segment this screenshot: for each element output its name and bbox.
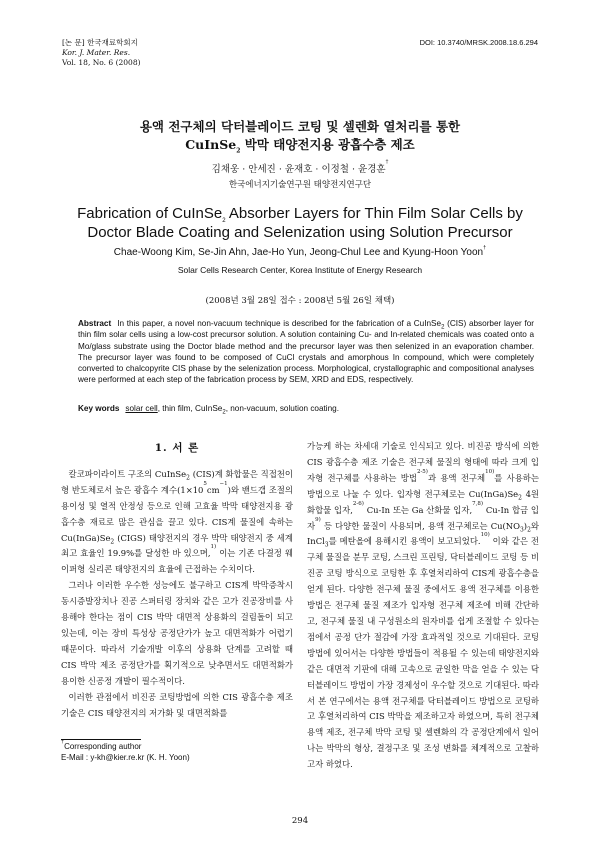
text: 등 다양한 물질이 사용되며, 용액 전구체로는 Cu(NO <box>320 520 520 531</box>
citation: 2-6) <box>352 500 364 507</box>
korean-title-line2 <box>60 136 540 154</box>
right-column <box>307 439 539 773</box>
journal-header <box>62 38 141 68</box>
keywords <box>78 404 534 416</box>
text: 를 사용하는 방법으로 나눌 수 있다. 입자형 전구체로는 Cu(InGa)Se <box>307 472 539 499</box>
text: (CIGS) 태양전지의 경우 박막 태양전지 중 세계 최고 효율인 19.9%를 달성한 바 있으며, <box>61 532 293 559</box>
corresponding-mark: † <box>385 159 389 165</box>
subscript: 2 <box>186 474 190 482</box>
keywords-subscript: 2 <box>222 409 226 416</box>
footnote-email[interactable]: E-Mail : y-kh@kier.re.kr (K. H. Yoon) <box>61 753 190 762</box>
intro-paragraph-2: 그러나 이러한 우수한 성능에도 불구하고 CIS계 박막증착시 동시증발장치나 진공 스퍼터링 장치와 같은 고가 진공장비를 사용해야 한다는 점이 CIS 박막 대면적 상용화의 걸림돌이 되고 있는데, 이는 장비 특성상 공정단가가 높고 대면적화가 어렵기 때문이다. 따라서 기술개발 이후의 상용화 단계를 고려할 때 CIS 박막 제조 공정단가를 획기적으로 낮추면서도 대면적화가 용이한 신공정 개발이 필수적이다. <box>61 580 293 686</box>
english-title <box>55 204 545 242</box>
korean-title <box>60 118 540 154</box>
english-title-line2: Doctor Blade Coating and Selenization using Solution Precursor <box>87 224 513 241</box>
text: Cu-In 합금 입자 <box>307 504 540 531</box>
journal-name-korean: [논 문] 한국재료학회지 <box>62 38 138 47</box>
journal-name-english: Kor. J. Mater. Res. <box>62 48 131 57</box>
superscript: 5 <box>203 480 207 487</box>
abstract-text-1: In this paper, a novel non-vacuum technique is described for the fabrication of a CuInSe <box>117 319 442 328</box>
keywords-label: Key words <box>78 404 120 413</box>
left-column <box>61 441 293 721</box>
english-title-subscript: 2 <box>222 218 226 224</box>
text: 과 용액 전구체 <box>427 472 486 483</box>
subscript: 2 <box>527 526 531 534</box>
corresponding-mark: † <box>483 245 487 251</box>
text: 칼코파이라이트 구조의 CuInSe <box>68 468 187 479</box>
english-title-end: Absorber Layers for Thin Film Solar Cells by <box>225 205 523 222</box>
intro-paragraph-3: 이러한 관점에서 비진공 코팅방법에 의한 CIS 광흡수층 제조 기술은 CIS 태양전지의 저가화 및 대면적화를 <box>61 691 293 718</box>
intro-paragraph-3-continued <box>307 439 539 773</box>
text: 이는 기존 다결정 웨이퍼형 실리콘 태양전지의 효율에 근접하는 수치이다. <box>61 548 293 575</box>
subscript: 3 <box>519 526 524 534</box>
english-title-start: Fabrication of CuInSe <box>77 205 223 222</box>
english-authors <box>55 247 545 258</box>
korean-author-list: 김채웅 · 안세진 · 윤재호 · 이정철 · 윤경훈 <box>211 164 386 175</box>
korean-title-line1: 용액 전구체의 닥터블레이드 코팅 및 셀렌화 열처리를 통한 <box>139 119 461 134</box>
citation: 9) <box>315 516 321 523</box>
received-dates: (2008년 3월 28일 접수 : 2008년 5월 26일 채택) <box>205 296 395 306</box>
text: 를 메탄올에 용해시킨 용액이 보고되었다. <box>328 536 481 547</box>
abstract-label: Abstract <box>78 319 112 328</box>
english-institution: Solar Cells Research Center, Korea Institute of Energy Research <box>177 265 423 275</box>
page-number: 294 <box>291 816 309 826</box>
subscript: 2 <box>110 538 115 546</box>
section-heading: 1. 서 론 <box>154 442 200 454</box>
doi: DOI: 10.3740/MRSK.2008.18.6.294 <box>419 38 538 47</box>
citation: 1) <box>210 544 217 551</box>
english-title-line1 <box>55 204 545 223</box>
text: cm <box>206 484 220 495</box>
citation: 10) <box>485 468 495 475</box>
abstract-subscript: 2 <box>441 324 445 331</box>
text: )와 밴드갭 조절의 용이성 및 열적 안정성 등으로 인해 고효율 박막 태양전지용 광흡수층 재료로 많은 관심을 끌고 있다. CIS계 물질에 속하는 Cu(InGa)Se <box>61 484 293 543</box>
korean-institution: 한국에너지기술연구원 태양전지연구단 <box>228 180 372 190</box>
footnote <box>61 741 190 763</box>
english-author-list: Chae-Woong Kim, Se-Jin Ahn, Jae-Ho Yun, Jeong-Chul Lee and Kyung-Hoon Yoon <box>113 247 484 258</box>
text: 와 InCl <box>307 520 539 547</box>
abstract-text-2: (CIS) absorber layer for thin film solar cells using a low-cost precursor solution. A solution containing Cu- and In-related chemicals was coated onto a Mo/glass substrate using the Doctor blade method and the precursor layer was then selenized in an evaporation chamber. The precursor layer was found to be composed of CuCl crystals and amorphous In compound, which were completely converted to chalcopyrite CIS phase by the selenization process. Morphological, crystallographic and compositional analyses were performed at each step of the fabrication process by SEM, XRD and EDS, respectively. <box>78 319 534 385</box>
citation: 10) <box>480 532 490 539</box>
korean-title-subscript: 2 <box>236 147 241 155</box>
korean-title-rest: 박막 태양전지용 광흡수층 제조 <box>240 137 415 152</box>
text: ) <box>523 520 528 531</box>
text: (CIS)계 화합물은 직접천이형 반도체로서 높은 광흡수 계수(1×10 <box>61 468 293 495</box>
subscript: 2 <box>518 494 522 502</box>
keywords-text-2: , non-vacuum, solution coating. <box>225 404 340 413</box>
text: 가능케 하는 차세대 기술로 인식되고 있다. 비진공 방식에 의한 CIS 광흡수층 제조 기술은 전구체 물질의 형태에 따라 크게 입자형 전구체를 사용하는 방법 <box>307 441 539 483</box>
footnote-mark: † <box>61 739 65 745</box>
intro-paragraph-1 <box>61 467 293 578</box>
text: 4원 화합물 입자, <box>307 488 539 515</box>
text: Cu-In 또는 Ga 산화물 입자, <box>363 504 473 515</box>
footnote-rule <box>61 739 141 740</box>
text: 이와 같은 전구체 물질을 분무 코팅, 스크린 프린팅, 닥터블레이드 코팅 등 비진공 코팅 방식으로 코팅한 후 후열처리하여 CIS계 광흡수층을 얻게 된다. 다양한 전구체 물질 중에서도 용액 전구체를 이용한 방법은 전구체 물질 제조가 입자형 전구체 제조에 비해 간단하고, 전구체 물질 내 구성원소의 원자비를 쉽게 조절할 수 있다는 점에서 공정 단가 절감에 가장 효과적일 것으로 기대된다. 코팅방법에 있어서는 다양한 방법들이 적용될 수 있는데 태양전지와 같은 대면적 기판에 대해 고속으로 균일한 막을 얻을 수 있는 닥터블레이드 방법이 가장 경제성이 우수할 것으로 기대된다. 따라서 본 연구에서는 용액 전구체를 닥터블레이드 방법으로 코팅하고 후열처리하여 CIS 박막을 제조하고자 하였으며, 특히 전구체 용액 제조, 전구체 박막 코팅 및 셀렌화의 각 공정단계에서 일어나는 박막의 형상, 결정구조 및 조성 변화를 체계적으로 고찰하고자 하였다. <box>307 536 539 770</box>
superscript: −1 <box>219 480 228 487</box>
footnote-text: Corresponding author <box>64 742 142 751</box>
keywords-text-1: , thin film, CuInSe <box>157 404 223 413</box>
footnote-line1 <box>61 741 190 752</box>
korean-authors <box>60 161 540 175</box>
citation: 7,8) <box>472 500 484 507</box>
citation: 2-5) <box>416 468 428 475</box>
korean-title-formula: CuInSe <box>185 137 237 152</box>
journal-volume: Vol. 18, No. 6 (2008) <box>62 58 141 67</box>
keyword-link[interactable]: solar cell <box>125 404 158 413</box>
abstract <box>78 318 534 386</box>
subscript: 3 <box>324 542 329 550</box>
